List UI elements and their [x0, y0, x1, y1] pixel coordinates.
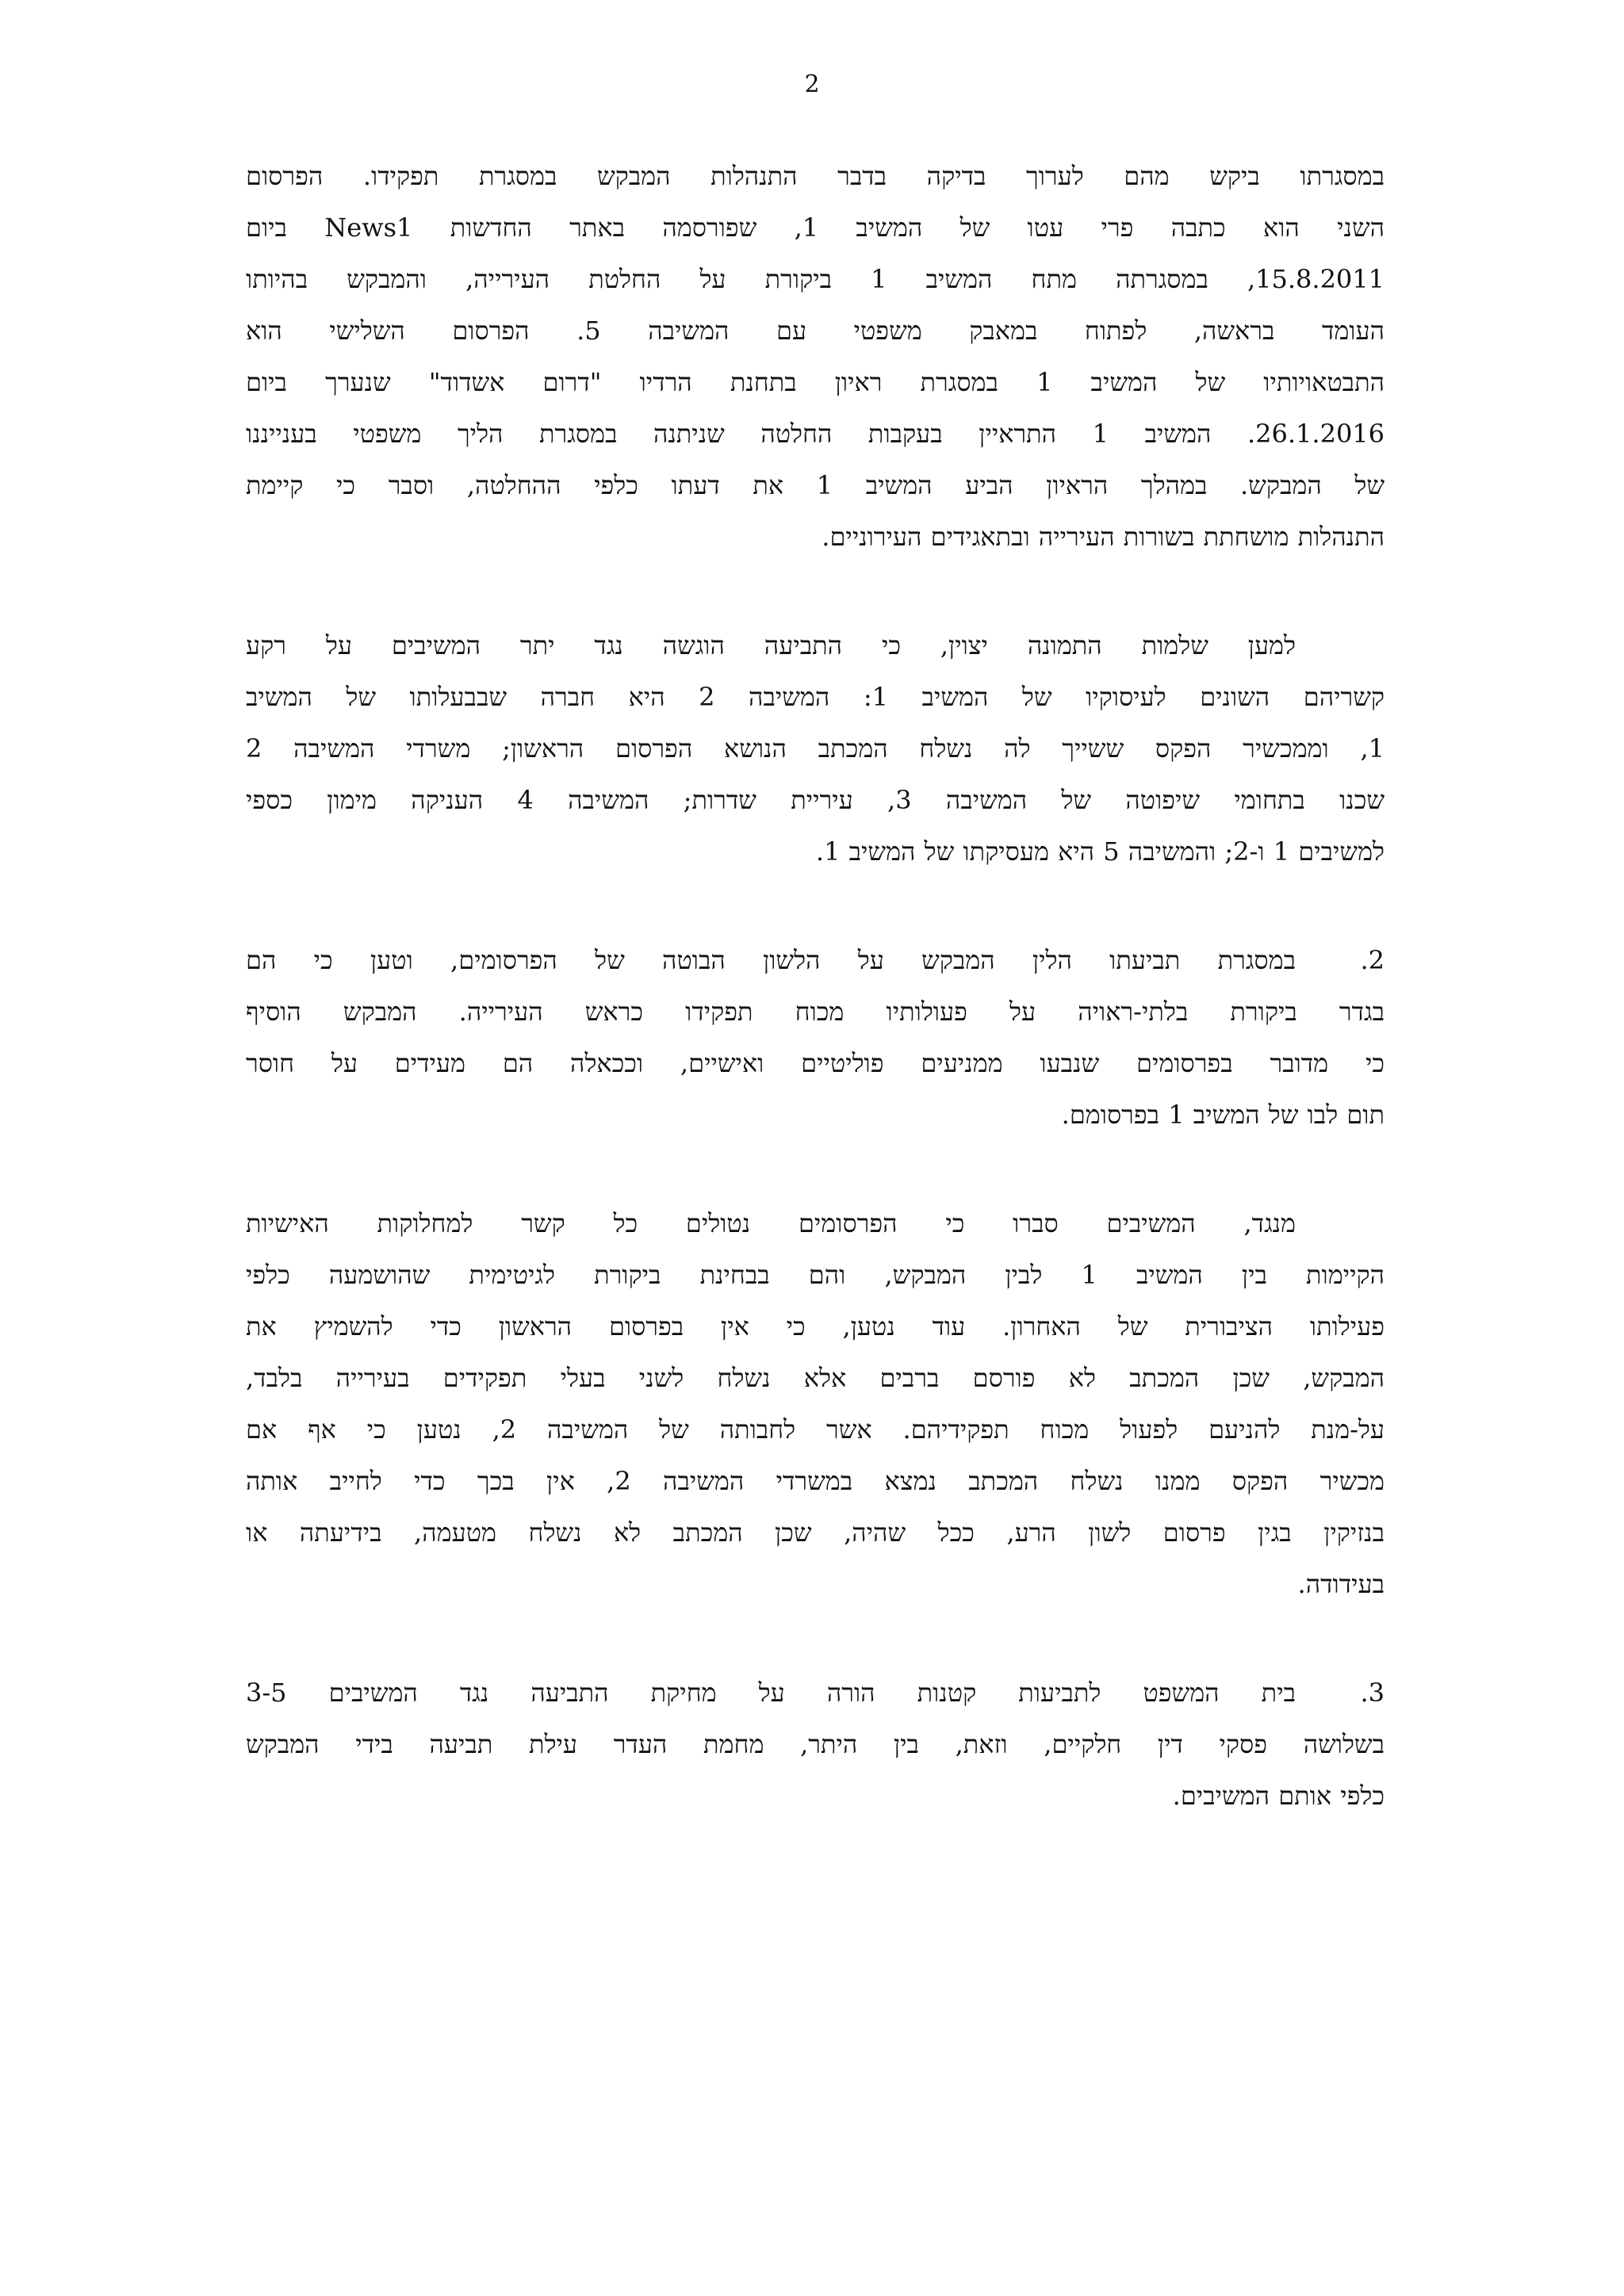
document-body: [246, 151, 1385, 1879]
text-line: הקיימות בין המשיב 1 לבין המבקש, והם בבחינת ביקורת לגיטימית שהושמעה כלפי: [246, 1260, 1385, 1290]
paragraph: [246, 620, 1385, 878]
text-line: בית המשפט לתביעות קטנות הורה על מחיקת התביעה נגד המשיבים 3-5: [246, 1678, 1297, 1708]
text-line: קשריהם השונים לעיסוקיו של המשיב 1: המשיבה 2 היא חברה שבבעלותו של המשיב: [246, 682, 1385, 712]
text-line: מכשיר הפקס ממנו נשלח המכתב נמצא במשרדי המשיבה 2, אין בכך כדי לחייב אותה: [246, 1466, 1385, 1496]
text-line: שכנו בתחומי שיפוטה של המשיבה 3, עיריית שדרות; המשיבה 4 העניקה מימון כספי: [246, 785, 1385, 815]
text-line: 26.1.2016. המשיב 1 התראיין בעקבות החלטה שניתנה במסגרת הליך משפטי בענייננו: [246, 419, 1385, 449]
text-line: על-מנת להניעם לפעול מכוח תפקידיהם. אשר לחבותה של המשיבה 2, נטען כי אף אם: [246, 1414, 1385, 1445]
text-line: התבטאויותיו של המשיב 1 במסגרת ראיון בתחנת הרדיו "דרום אשדוד" שנערך ביום: [246, 367, 1385, 397]
text-line: של המבקש. במהלך הראיון הביע המשיב 1 את דעתו כלפי ההחלטה, וסבר כי קיימת: [246, 470, 1385, 500]
text-line: במסגרתו ביקש מהם לערוך בדיקה בדבר התנהלות המבקש במסגרת תפקידו. הפרסום: [246, 161, 1385, 191]
text-line: במסגרת תביעתו הלין המבקש על הלשון הבוטה של הפרסומים, וטען כי הם: [246, 945, 1296, 975]
text-line: התנהלות מושחתת בשורות העירייה ובתאגידים העירוניים.: [822, 522, 1385, 552]
text-line: כי מדובר בפרסומים שנבעו ממניעים פוליטיים ואישיים, וככאלה הם מעידים על חוסר: [246, 1048, 1385, 1078]
text-line: תום לבו של המשיב 1 בפרסומם.: [1061, 1100, 1385, 1130]
text-line: 15.8.2011, במסגרתה מתח המשיב 1 ביקורת על החלטת העירייה, והמבקש בהיותו: [246, 264, 1385, 294]
text-line: למען שלמות התמונה יצוין, כי התביעה הוגשה נגד יתר המשיבים על רקע: [246, 630, 1296, 660]
paragraph: [246, 1198, 1385, 1610]
text-line: מנגד, המשיבים סברו כי הפרסומים נטולים כל קשר למחלוקות האישיות: [246, 1208, 1297, 1238]
text-line-numbered: [246, 935, 1385, 986]
paragraph-number: 3.: [1360, 1678, 1385, 1708]
numbered-paragraph: [246, 935, 1385, 1141]
text-line: 1, וממכשיר הפקס ששייך לה נשלח המכתב הנושא הפרסום הראשון; משרדי המשיבה 2: [246, 733, 1385, 763]
text-line: השני הוא כתבה פרי עטו של המשיב 1, שפורסמה באתר החדשות News1 ביום: [246, 212, 1385, 243]
text-line: המבקש, שכן המכתב לא פורסם ברבים אלא נשלח לשני בעלי תפקידים בעירייה בלבד,: [246, 1363, 1385, 1393]
text-line: למשיבים 1 ו-2; והמשיבה 5 היא מעסיקתו של המשיב 1.: [815, 836, 1385, 867]
page-number: 2: [804, 71, 820, 98]
paragraph-number: 2.: [1360, 945, 1385, 975]
text-line: פעילותו הציבורית של האחרון. עוד נטען, כי אין בפרסום הראשון כדי להשמיץ את: [246, 1311, 1385, 1341]
text-line: כלפי אותם המשיבים.: [1172, 1781, 1385, 1811]
paragraph: [246, 151, 1385, 563]
text-line: העומד בראשה, לפתוח במאבק משפטי עם המשיבה 5. הפרסום השלישי הוא: [246, 316, 1385, 346]
text-line: בנזיקין בגין פרסום לשון הרע, ככל שהיה, שכן המכתב לא נשלח מטעמה, בידיעתה או: [246, 1517, 1385, 1548]
text-line: בשלושה פסקי דין חלקיים, וזאת, בין היתר, מחמת העדר עילת תביעה בידי המבקש: [246, 1729, 1385, 1759]
text-line-numbered: [246, 1667, 1385, 1719]
text-line: בעידודה.: [1297, 1569, 1385, 1599]
text-line: בגדר ביקורת בלתי-ראויה על פעולותיו מכוח תפקידו כראש העירייה. המבקש הוסיף: [246, 997, 1385, 1027]
numbered-paragraph: [246, 1667, 1385, 1822]
